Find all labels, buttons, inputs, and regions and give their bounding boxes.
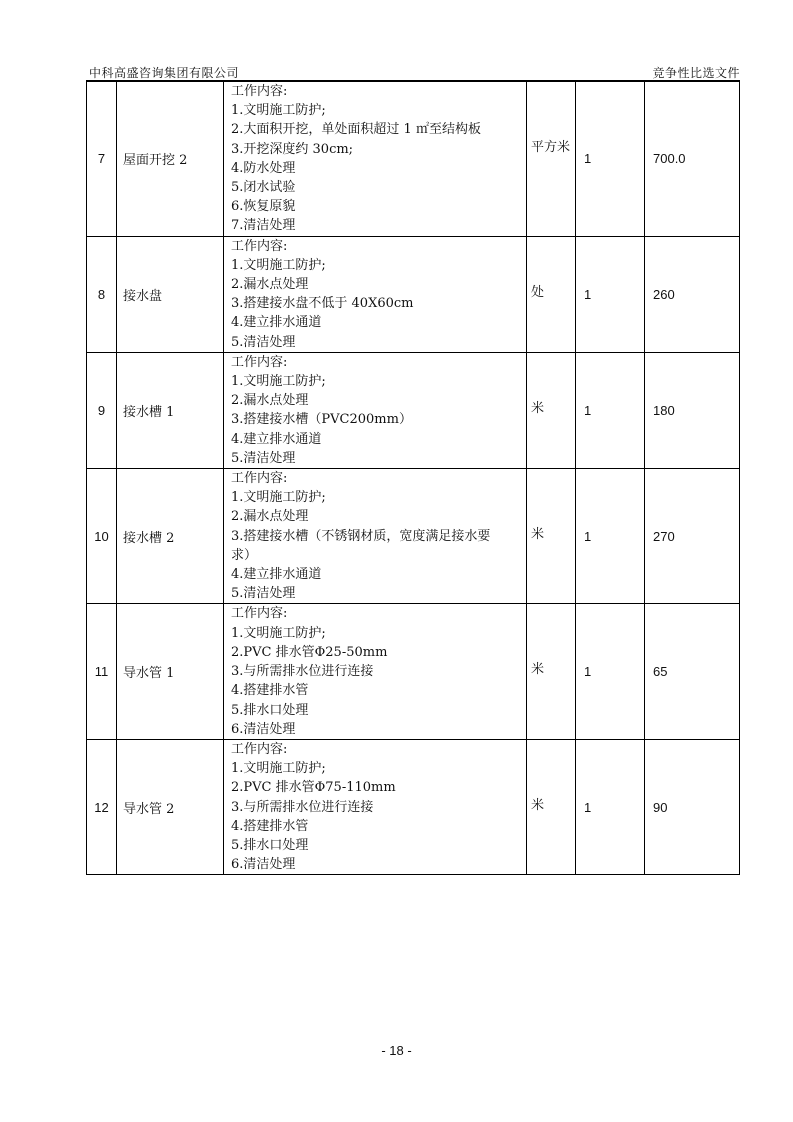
quantity: 1: [576, 236, 645, 352]
quantity: 1: [576, 604, 645, 739]
work-line: 1.文明施工防护;: [231, 761, 326, 777]
work-line: 5.清洁处理: [231, 586, 296, 602]
work-content: [224, 352, 527, 468]
work-line: 3.开挖深度约 30cm;: [231, 141, 354, 157]
unit: 米: [531, 400, 545, 416]
table-row: [87, 604, 740, 739]
work-line: 4.搭建排水管: [231, 683, 309, 699]
work-line: 1.文明施工防护;: [231, 257, 326, 273]
work-line: 工作内容:: [231, 741, 288, 757]
table-row: [87, 82, 740, 237]
work-line: 4.防水处理: [231, 160, 296, 176]
work-line: 2.漏水点处理: [231, 393, 309, 409]
item-name: 屋面开挖 2: [117, 82, 224, 237]
unit: 米: [531, 662, 545, 678]
work-line: 1.文明施工防护;: [231, 103, 326, 119]
unit-cell: [527, 352, 576, 468]
work-line: 工作内容:: [231, 606, 288, 622]
work-line: 3.与所需排水位进行连接: [231, 664, 374, 680]
work-line: 工作内容:: [231, 354, 288, 370]
row-number: 7: [87, 82, 117, 237]
work-line: 工作内容:: [231, 471, 288, 487]
unit: 处: [531, 284, 545, 300]
work-content: [224, 82, 527, 237]
work-line: 5.清洁处理: [231, 450, 296, 466]
quantity: 1: [576, 739, 645, 874]
work-line: 1.文明施工防护;: [231, 490, 326, 506]
work-line: 6.清洁处理: [231, 721, 296, 737]
price: 270: [645, 469, 740, 604]
work-line: 工作内容:: [231, 84, 288, 99]
work-line: 2.PVC 排水管Φ25-50mm: [231, 644, 388, 660]
work-line: 4.建立排水通道: [231, 315, 322, 331]
price: 700.0: [645, 82, 740, 237]
table-row: [87, 352, 740, 468]
unit: 米: [531, 527, 545, 543]
item-name: 接水盘: [117, 236, 224, 352]
work-line: 1.文明施工防护;: [231, 374, 326, 390]
item-name: 接水槽 1: [117, 352, 224, 468]
work-line: 5.清洁处理: [231, 334, 296, 350]
work-line: 2.漏水点处理: [231, 509, 309, 525]
work-line: 5.排水口处理: [231, 837, 309, 853]
work-line: 3.与所需排水位进行连接: [231, 799, 374, 815]
work-line: 6.恢复原貌: [231, 199, 296, 215]
item-spec-table: [86, 81, 740, 875]
header-company: 中科高盛咨询集团有限公司: [89, 66, 240, 80]
row-number: 10: [87, 469, 117, 604]
table-row: [87, 469, 740, 604]
quantity: 1: [576, 352, 645, 468]
price: 90: [645, 739, 740, 874]
header-document-title: 竞争性比选文件: [652, 66, 740, 80]
row-number: 12: [87, 739, 117, 874]
work-content: [224, 469, 527, 604]
row-number: 9: [87, 352, 117, 468]
work-line: 1.文明施工防护;: [231, 625, 326, 641]
item-name: 接水槽 2: [117, 469, 224, 604]
work-line: 求）: [231, 547, 258, 563]
work-content: [224, 604, 527, 739]
price: 180: [645, 352, 740, 468]
row-number: 11: [87, 604, 117, 739]
quantity: 1: [576, 82, 645, 237]
item-name: 导水管 2: [117, 739, 224, 874]
table-row: [87, 739, 740, 874]
work-line: 2.PVC 排水管Φ75-110mm: [231, 780, 396, 796]
work-line: 4.搭建排水管: [231, 818, 309, 834]
work-content: [224, 236, 527, 352]
work-line: 7.清洁处理: [231, 218, 296, 234]
work-line: 2.大面积开挖，单处面积超过 1 ㎡至结构板: [231, 122, 481, 138]
page-number: - 18 -: [381, 1043, 412, 1058]
unit-cell: [527, 236, 576, 352]
unit-cell: [527, 82, 576, 237]
table-row: [87, 236, 740, 352]
unit-cell: [527, 604, 576, 739]
work-line: 6.清洁处理: [231, 857, 296, 873]
work-line: 4.建立排水通道: [231, 567, 322, 583]
unit: 平方米: [531, 140, 571, 155]
work-content: [224, 739, 527, 874]
work-line: 4.建立排水通道: [231, 431, 322, 447]
work-line: 3.搭建接水槽（不锈钢材质，宽度满足接水要: [231, 528, 491, 544]
work-line: 2.漏水点处理: [231, 277, 309, 293]
row-number: 8: [87, 236, 117, 352]
work-line: 5.闭水试验: [231, 180, 296, 196]
work-line: 工作内容:: [231, 238, 288, 254]
work-line: 3.搭建接水盘不低于 40X60cm: [231, 296, 414, 312]
quantity: 1: [576, 469, 645, 604]
work-line: 5.排水口处理: [231, 702, 309, 718]
unit-cell: [527, 469, 576, 604]
item-name: 导水管 1: [117, 604, 224, 739]
work-line: 3.搭建接水槽（PVC200mm）: [231, 412, 412, 428]
price: 260: [645, 236, 740, 352]
price: 65: [645, 604, 740, 739]
unit: 米: [531, 797, 545, 813]
unit-cell: [527, 739, 576, 874]
